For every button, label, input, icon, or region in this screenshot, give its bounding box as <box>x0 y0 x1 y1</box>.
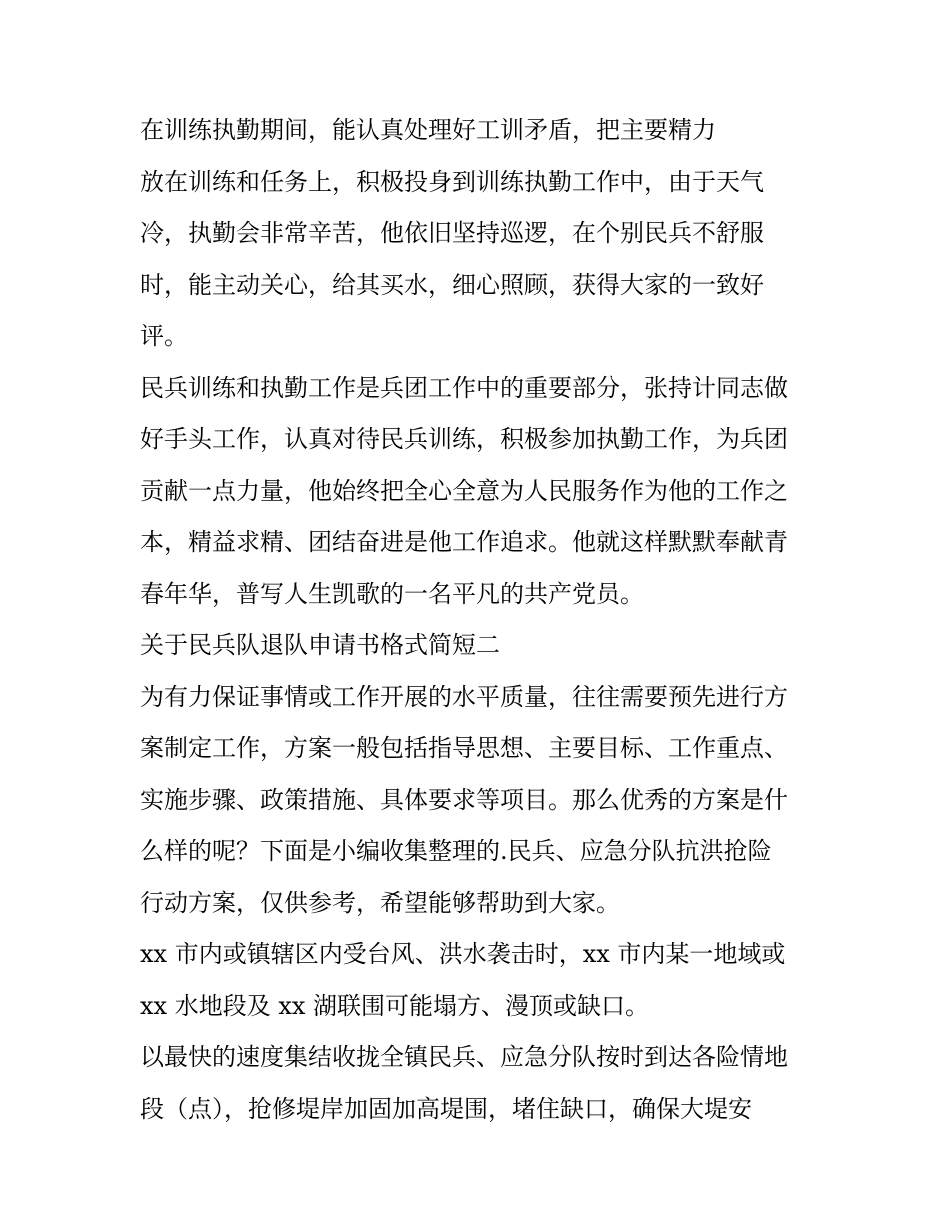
text-line: 以最快的速度集结收拢全镇民兵、应急分队按时到达各险情地 <box>140 1043 788 1071</box>
text-line: 好手头工作，认真对待民兵训练，积极参加执勤工作，为兵团 <box>140 425 788 453</box>
text-line: 放在训练和任务上，积极投身到训练执勤工作中，由于天气 <box>140 167 764 196</box>
text-line: 在训练执勤期间，能认真处理好工训矛盾，把主要精力 <box>140 116 716 144</box>
text-line: 春年华，普写人生凯歌的一名平凡的共产党员。 <box>140 579 644 608</box>
text-line: 行动方案，仅供参考，希望能够帮助到大家。 <box>140 888 620 917</box>
text-line: 段（点），抢修堤岸加固加高堤围，堵住缺口，确保大堤安 <box>140 1094 752 1123</box>
text-line: 为有力保证事情或工作开展的水平质量，往往需要预先进行方 <box>140 682 788 711</box>
text-line: 么样的呢？下面是小编收集整理的.民兵、应急分队抗洪抢险 <box>140 837 772 865</box>
text-line: xx 市内或镇辖区内受台风、洪水袭击时，xx 市内某一地域或 <box>140 940 786 968</box>
text-line: 本，精益求精、团结奋进是他工作追求。他就这样默默奉献青 <box>140 528 788 556</box>
text-line: 贡献一点力量，他始终把全心全意为人民服务作为他的工作之 <box>140 476 788 505</box>
text-line: 评。 <box>140 322 188 350</box>
section-heading: 关于民兵队退队申请书格式简短二 <box>140 631 500 659</box>
text-line: xx 水地段及 xx 湖联围可能塌方、漫顶或缺口。 <box>140 991 650 1020</box>
text-line: 时，能主动关心，给其买水，细心照顾，获得大家的一致好 <box>140 270 764 299</box>
text-line: 冷，执勤会非常辛苦，他依旧坚持巡逻，在个别民兵不舒服 <box>140 219 764 247</box>
document-body <box>140 108 820 1138</box>
text-line: 民兵训练和执勤工作是兵团工作中的重要部分，张持计同志做 <box>140 373 788 402</box>
text-line: 实施步骤、政策措施、具体要求等项目。那么优秀的方案是什 <box>140 785 788 814</box>
text-line: 案制定工作，方案一般包括指导思想、主要目标、工作重点、 <box>140 734 788 762</box>
